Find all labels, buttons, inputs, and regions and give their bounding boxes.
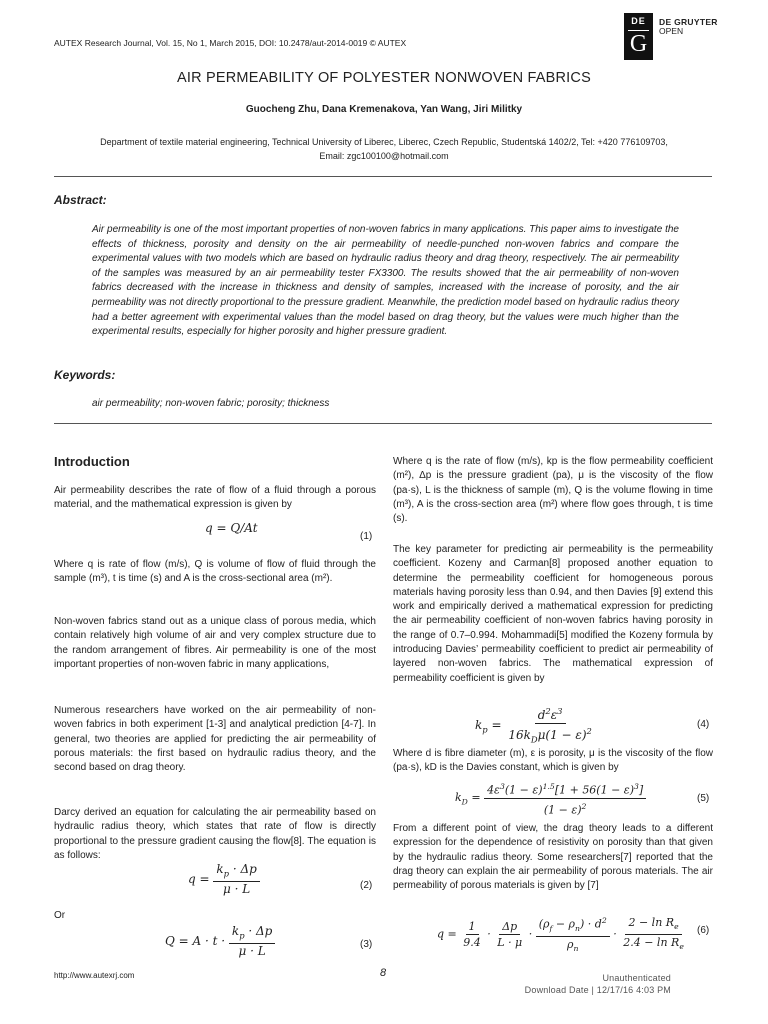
abstract-heading: Abstract: bbox=[54, 193, 107, 207]
equation-1-number: (1) bbox=[360, 531, 373, 542]
paper-title: AIR PERMEABILITY OF POLYESTER NONWOVEN FABRICS bbox=[177, 70, 591, 86]
equation-6: q = $\frac{1}{9.4}$ · $\frac{\Delta p}{L \cdot \mu}$ · $\frac{(\rho_f - \rho_n) \cdot d^2}{\rho_n}$ · $\frac{2 - \ln R_e}{2.4 - \ln R_e}$ bbox=[437, 913, 687, 956]
affiliation-line-2: Email: zgc100100@hotmail.com bbox=[319, 150, 449, 161]
equation-5: $k_D$ = $\frac{4\varepsilon^3(1 - \varepsilon)^{1.5}[1 + 56(1 - \varepsilon)^3]}{(1 - \varepsilon)^2}$ bbox=[455, 779, 646, 817]
publisher-name-sub: OPEN bbox=[659, 26, 684, 36]
left-para-2: Where q is rate of flow (m/s), Q is volume of flow of fluid through the sample (m³), t is time (s) and A is the cross-sectional area (m²). bbox=[54, 559, 376, 585]
equation-3-number: (3) bbox=[360, 939, 373, 950]
publisher-name bbox=[659, 18, 718, 36]
equation-4-number: (4) bbox=[697, 719, 710, 730]
equation-4: $k_p$ = $\frac{d^2\varepsilon^3}{16k_D\mu(1 - \varepsilon)^2}$ bbox=[475, 706, 592, 745]
right-para-1: Where q is the rate of flow (m/s), kp is the flow permeability coefficient (m²), Δp is the pressure gradient (pa), μ is the viscosity of the flow (pa·s), L is the thickness of sample (m), Q is the volume flowing in time (m³), A is the cross-section area (m²) where flow goes through, t is time (s). bbox=[393, 456, 713, 525]
right-para-3: Where d is fibre diameter (m), ε is porosity, μ is the viscosity of the flow (pa·s), kD is the Davies constant, which is given by bbox=[393, 748, 713, 774]
divider-top bbox=[54, 176, 712, 177]
left-para-1: Air permeability describes the rate of flow of a fluid through a porous material, and the mathematical expression is given by bbox=[54, 485, 376, 511]
publisher-logo bbox=[624, 13, 653, 60]
left-para-3: Non-woven fabrics stand out as a unique class of porous media, which contain relatively high volume of air and very complex structure due to the random arrangement of fibres. Air permeability is one of the most important properties of non-woven fabric in many applications, bbox=[54, 616, 376, 670]
right-para-4: From a different point of view, the drag theory leads to a different expression for the dependence of resistivity on porosity than that given by the hydraulic radius theory. Some researchers[7] reported that the drag theory can explain the air permeability of porous materials. The air permeability of porous materials is given by [7] bbox=[393, 823, 713, 892]
logo-g: G bbox=[629, 31, 648, 57]
equation-2: q = $\frac{k_p \cdot \Delta p}{\mu \cdot L}$ bbox=[188, 862, 260, 897]
right-para-2: The key parameter for predicting air permeability is the permeability coefficient. Kozeny and Carman[8] proposed another equation to determine the permeability coefficient for homogeneous porous materials having porosity less than 0.94, and then Davies [9] extend this work and empirically derived a mathematical expression for predicting the air permeability coefficient of non-woven fabrics having porosity in the range of 0.7–0.994. Mohammadi[5] modified the Kozeny formula by introducing Davies’ permeability coefficient to predict air permeability of layered non-woven fabrics. The mathematical expression of permeability coefficient is given by bbox=[393, 544, 713, 684]
equation-3: Q = A · t · $\frac{k_p \cdot \Delta p}{\mu \cdot L}$ bbox=[165, 924, 275, 959]
equation-2-number: (2) bbox=[360, 880, 373, 891]
equation-1: q = Q/At bbox=[205, 521, 258, 535]
publisher-name-main: DE GRUYTER bbox=[659, 17, 718, 27]
divider-bottom bbox=[54, 423, 712, 424]
paper-authors: Guocheng Zhu, Dana Kremenakova, Yan Wang, Jiri Militky bbox=[245, 104, 523, 115]
left-para-5: Darcy derived an equation for calculating the air permeability based on hydraulic radius theory, which states that rate of flow is directly proportional to the pressure gradient causing the flow[8]. The equation is as follows: bbox=[54, 807, 376, 861]
logo-de: DE bbox=[631, 16, 646, 26]
footer-url: http://www.autexrj.com bbox=[54, 971, 135, 980]
keywords-heading: Keywords: bbox=[54, 368, 116, 382]
footer-unauthenticated: Unauthenticated bbox=[602, 973, 671, 983]
or-text: Or bbox=[54, 910, 66, 921]
page-number: 8 bbox=[380, 967, 387, 979]
abstract-text: Air permeability is one of the most important properties of non-woven fabrics in many applications. This paper aims to investigate the effects of thickness, porosity and density on the air permeability of needle-punched non-woven fabrics and compare the experimental values with two models which are based on hydraulic radius theory and drag theory, respectively. The air permeability of the samples was measured by an air permeability tester FX3300. The results showed that the air permeability of non-woven fabrics decreased with the increase in thickness and density of samples, increased with the increase of porosity, and the air permeability was not directly proportional to the pressure gradient. Meanwhile, the prediction model based on hydraulic radius theory had a better agreement with experimental values than the model based on drag theory, but the values were much higher than the experimental results, especially for higher porosity and higher pressure gradient. bbox=[92, 224, 679, 338]
footer-status bbox=[470, 972, 671, 996]
equation-6-number: (6) bbox=[697, 925, 710, 936]
keywords-text: air permeability; non-woven fabric; porosity; thickness bbox=[92, 398, 330, 409]
footer-download-date: Download Date | 12/17/16 4:03 PM bbox=[524, 985, 671, 995]
affiliation bbox=[40, 136, 728, 163]
left-para-4: Numerous researchers have worked on the air permeability of non-woven fabrics in both experiment [1-3] and analytical prediction [4-7]. In general, two theories are applied for predicting the air permeability of porous materials: the first based on hydraulic radius theory, and the second based on drag theory. bbox=[54, 705, 376, 774]
equation-5-number: (5) bbox=[697, 793, 710, 804]
journal-header: AUTEX Research Journal, Vol. 15, No 1, March 2015, DOI: 10.2478/aut-2014-0019 © AUTEX bbox=[54, 38, 407, 48]
affiliation-line-1: Department of textile material engineering, Technical University of Liberec, Liberec, Czech Republic, Studentská 1402/2, Tel: +420 776109703, bbox=[100, 137, 668, 147]
introduction-heading: Introduction bbox=[54, 454, 130, 469]
